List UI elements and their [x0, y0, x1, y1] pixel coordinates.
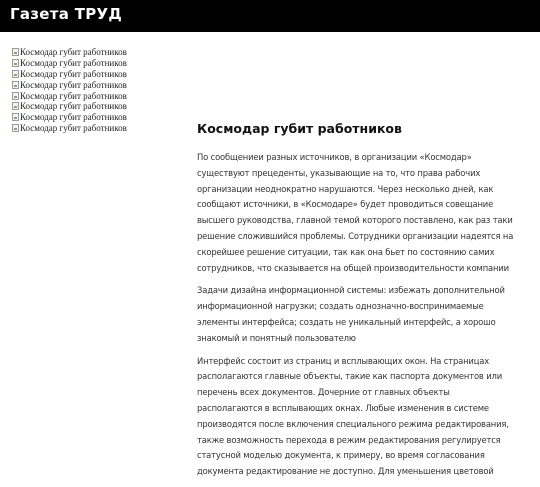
article-image-link[interactable]	[12, 123, 182, 134]
article-image-link[interactable]	[12, 58, 182, 69]
broken-image-icon	[12, 124, 19, 132]
article-body	[197, 121, 517, 487]
article-image-link[interactable]	[12, 79, 182, 90]
image-alt-text: Космодар губит работников	[20, 58, 127, 69]
article-paragraph: Задачи дизайна информационной системы: избежать дополнительной информационной нагрузки; создать однозначно-воспринимаемые элементы интерфейса; создать не уникальный интерфейс, а хорошо знакомый и понятный пользователю	[197, 285, 505, 343]
site-title[interactable]: Газета ТРУД	[10, 5, 123, 23]
sidebar-image-list	[12, 47, 182, 133]
image-alt-text: Космодар губит работников	[20, 112, 127, 123]
article-image-link[interactable]	[12, 47, 182, 58]
broken-image-icon	[12, 48, 19, 56]
site-header	[0, 0, 540, 32]
article-image-link[interactable]	[12, 90, 182, 101]
article-paragraph: Интерфейс состоит из страниц и всплывающих окон. На страницах располагаются главные объекты, такие как паспорта документов или перечень всех документов. Дочерние от главных объекты располагаются в всплывающих окнах. Любые изменения в системе производятся после включения специального режима редактирования, также возможность перехода в режим редактирования регулируется статусной моделью документа, к примеру, во время согласования документа редактирование не доступно. Для уменьшения цветовой	[197, 355, 509, 477]
image-alt-text: Космодар губит работников	[20, 101, 127, 112]
image-alt-text: Космодар губит работников	[20, 47, 127, 58]
image-alt-text: Космодар губит работников	[20, 68, 127, 79]
image-alt-text: Космодар губит работников	[20, 122, 127, 133]
article-image-link[interactable]	[12, 101, 182, 112]
broken-image-icon	[12, 81, 19, 89]
article-image-link[interactable]	[12, 112, 182, 123]
image-alt-text: Космодар губит работников	[20, 79, 127, 90]
article-title: Космодар губит работников	[197, 121, 402, 136]
image-alt-text: Космодар губит работников	[20, 90, 127, 101]
article-image-link[interactable]	[12, 69, 182, 80]
article-paragraph: По сообщениеи разных источников, в организации «Космодар» существуют прецеденты, указывающие на то, что права рабочих организации неоднократно нарушаются. Через несколько дней, как сообщают источники, в «Космодаре» будет проводиться совещание высшего руководства, главной темой которого поставлено, как раз таки решение сложившийся проблемы. Сотрудники организации надеятся на скорейшее решение ситуации, так как она бьет по состоянию самих сотрудников, что сказывается на общей производительности компании	[197, 152, 514, 273]
broken-image-icon	[12, 70, 19, 78]
broken-image-icon	[12, 92, 19, 100]
broken-image-icon	[12, 113, 19, 121]
broken-image-icon	[12, 59, 19, 67]
broken-image-icon	[12, 102, 19, 110]
